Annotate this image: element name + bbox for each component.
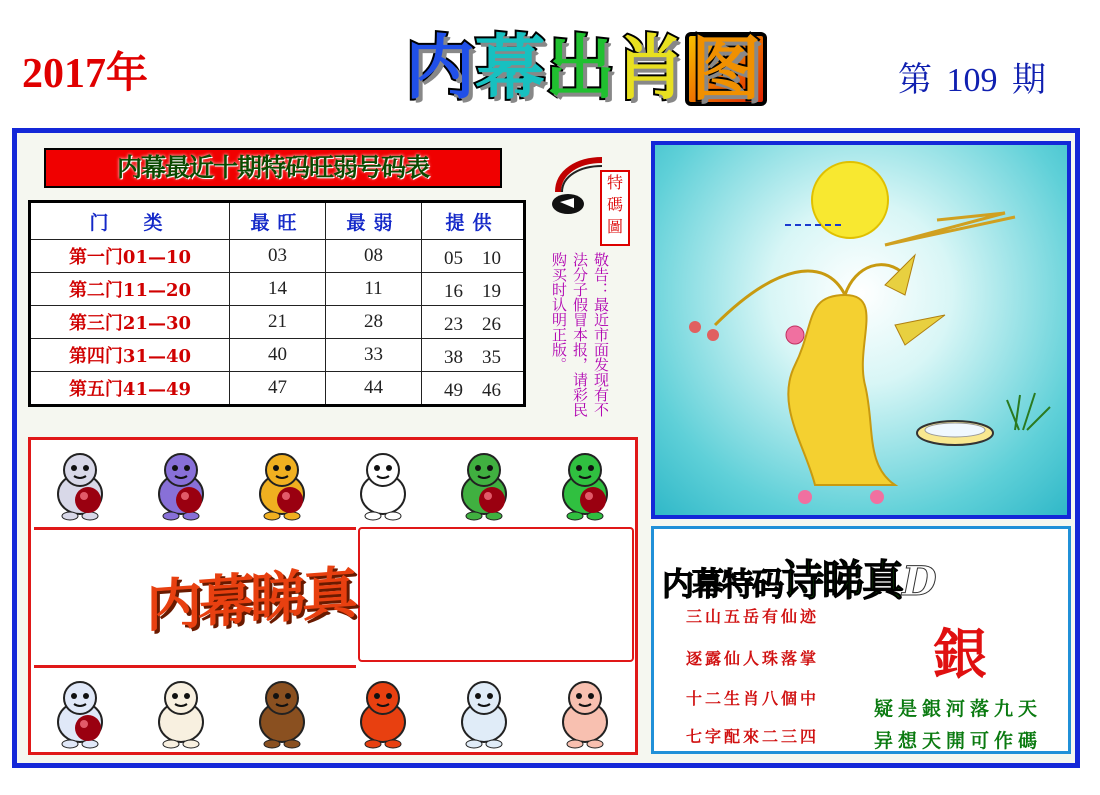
poem-verse: 七字配來二三四 <box>686 727 820 746</box>
riddle-picture <box>651 141 1071 519</box>
cup-icon <box>548 152 604 218</box>
logo-char: 内 <box>405 27 475 109</box>
table-row <box>30 339 525 372</box>
hot-cell: 40 <box>230 339 326 372</box>
table-row <box>30 306 525 339</box>
header-hot: 最旺 <box>230 202 326 240</box>
logo-char: 肖 <box>615 27 685 109</box>
provide-cell: 38 35 <box>422 339 525 372</box>
table-title: 内幕最近十期特码旺弱号码表 <box>44 148 502 188</box>
monkey-icon <box>246 672 318 750</box>
table-row <box>30 372 525 406</box>
provide-cell: 05 10 <box>422 240 525 273</box>
door-cell: 第二门11—20 <box>30 273 230 306</box>
poem-title-part2: 诗睇真 <box>782 556 903 605</box>
special-code-stamp: 特碼圖 <box>600 170 630 246</box>
door-cell: 第三门21—30 <box>30 306 230 339</box>
ox-icon <box>145 444 217 522</box>
table-row <box>30 273 525 306</box>
tiger-icon <box>246 444 318 522</box>
cold-cell: 33 <box>326 339 422 372</box>
authenticity-notice: 敬告：最近市面发现有不法分子假冒本报，请彩民购买时认明正版。 <box>550 252 610 417</box>
poem-title-deco: D <box>902 558 935 605</box>
hot-cold-table <box>28 200 526 407</box>
blank-panel <box>358 527 634 662</box>
door-cell: 第五门41—49 <box>30 372 230 406</box>
cold-cell: 08 <box>326 240 422 273</box>
cold-cell: 11 <box>326 273 422 306</box>
table-header-row <box>30 202 525 240</box>
highlight-character: 銀 <box>933 622 987 686</box>
rat-icon <box>44 444 116 522</box>
moon-tree-illustration <box>655 145 1067 515</box>
logo-char: 出 <box>545 27 615 109</box>
header-cold: 最弱 <box>326 202 422 240</box>
hot-cell: 21 <box>230 306 326 339</box>
pig-icon <box>549 672 621 750</box>
hot-cell: 03 <box>230 240 326 273</box>
door-cell: 第四门31—40 <box>30 339 230 372</box>
poem-verse: 逐露仙人珠落掌 <box>686 649 820 668</box>
cold-cell: 28 <box>326 306 422 339</box>
provide-cell: 23 26 <box>422 306 525 339</box>
dog-icon <box>448 672 520 750</box>
poem-title <box>662 548 935 608</box>
goat-icon <box>145 672 217 750</box>
hot-cell: 14 <box>230 273 326 306</box>
snake-icon <box>549 444 621 522</box>
zodiac-bottom-row <box>30 668 635 754</box>
poem-couplet-line: 异想天開可作碼 <box>874 730 1043 752</box>
poem-title-part1: 内幕特码 <box>662 565 783 603</box>
provide-cell: 49 46 <box>422 372 525 406</box>
poem-couplet-line: 疑是銀河落九天 <box>874 698 1043 720</box>
logo-char: 幕 <box>475 27 545 109</box>
cold-cell: 44 <box>326 372 422 406</box>
table-row <box>30 240 525 273</box>
issue-number: 第 109 期 <box>898 62 1046 99</box>
horse-icon <box>44 672 116 750</box>
inside-story-label: 内幕睇真 <box>146 560 354 641</box>
poem-verse: 十二生肖八個中 <box>686 689 820 708</box>
dragon-icon <box>448 444 520 522</box>
rabbit-icon <box>347 444 419 522</box>
newspaper-logo <box>405 28 767 108</box>
provide-cell: 16 19 <box>422 273 525 306</box>
header-category: 门 类 <box>30 202 230 240</box>
poem-verse: 三山五岳有仙迹 <box>686 607 820 626</box>
header-provide: 提供 <box>422 202 525 240</box>
zodiac-top-row <box>30 440 635 526</box>
door-cell: 第一门01—10 <box>30 240 230 273</box>
rooster-icon <box>347 672 419 750</box>
logo-char: 图 <box>685 32 767 106</box>
hot-cell: 47 <box>230 372 326 406</box>
year-label: 2017年 <box>22 51 149 97</box>
